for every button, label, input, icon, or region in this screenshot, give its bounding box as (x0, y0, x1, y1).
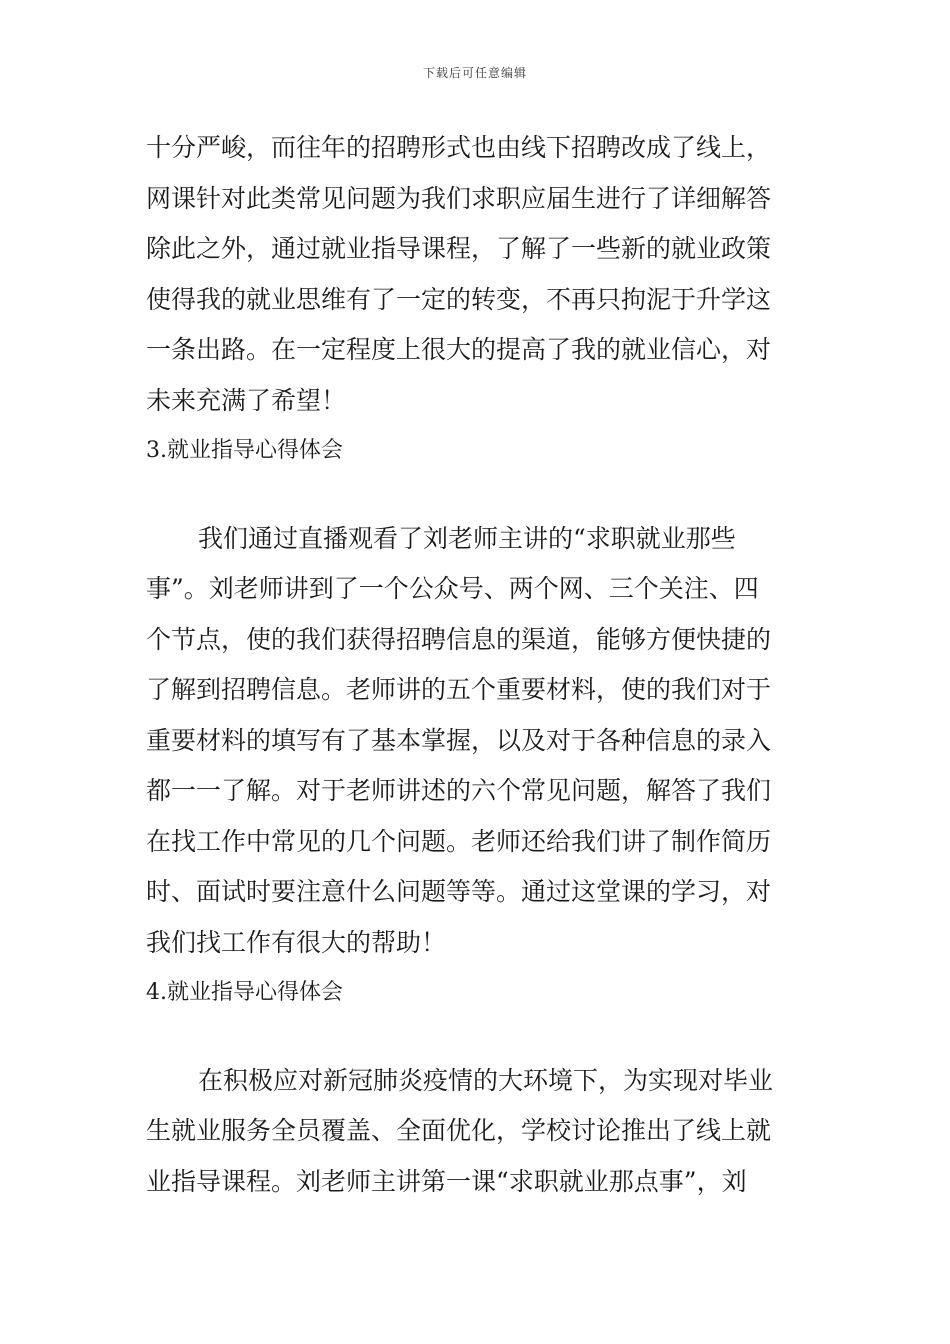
text-line: 在找工作中常见的几个问题。老师还给我们讲了制作简历 (146, 826, 772, 856)
text-line: 了解到招聘信息。老师讲的五个重要材料，使的我们对于 (146, 675, 772, 704)
section-heading-4: 4.就业指导心得体会 (146, 980, 343, 1005)
text-line: 除此之外，通过就业指导课程，了解了一些新的就业政策 (146, 234, 772, 263)
blank-gap (146, 477, 806, 514)
text-line: 网课针对此类常见问题为我们求职应届生进行了详细解答 (146, 183, 772, 213)
text-line: 未来充满了希望！ (146, 385, 347, 415)
text-line: 都一一了解。对于老师讲述的六个常见问题，解答了我们 (146, 776, 772, 805)
text-line: 十分严峻，而往年的招聘形式也由线下招聘改成了线上， (146, 133, 772, 162)
text-line: 一条出路。在一定程度上很大的提高了我的就业信心，对 (146, 335, 772, 364)
text-line: 在积极应对新冠肺炎疫情的大环境下，为实现对毕业 (198, 1065, 774, 1095)
text-line: 时、面试时要注意什么问题等等。通过这堂课的学习，对 (146, 877, 772, 906)
paragraph-continuation (146, 123, 806, 426)
document-body (146, 123, 806, 1207)
text-line: 生就业服务全员覆盖、全面优化，学校讨论推出了线上就 (146, 1116, 772, 1145)
text-line: 事”。刘老师讲到了一个公众号、两个网、三个关注、四 (146, 574, 759, 603)
text-line: 重要材料的填写有了基本掌握，以及对于各种信息的录入 (146, 725, 772, 755)
section-3-paragraph (146, 514, 806, 969)
blank-gap (146, 1019, 806, 1056)
text-line: 个节点，使的我们获得招聘信息的渠道，能够方便快捷的 (146, 624, 772, 654)
header-note: 下载后可任意编辑 (422, 66, 527, 80)
section-4-paragraph (146, 1056, 806, 1208)
text-line: 我们通过直播观看了刘老师主讲的“求职就业那些 (198, 523, 736, 553)
text-line: 使得我的就业思维有了一定的转变，不再只拘泥于升学这 (146, 284, 772, 314)
text-line: 我们找工作有很大的帮助！ (146, 927, 447, 957)
section-heading-3: 3.就业指导心得体会 (146, 438, 343, 463)
text-line: 业指导课程。刘老师主讲第一课“求职就业那点事”，刘 (146, 1166, 747, 1196)
